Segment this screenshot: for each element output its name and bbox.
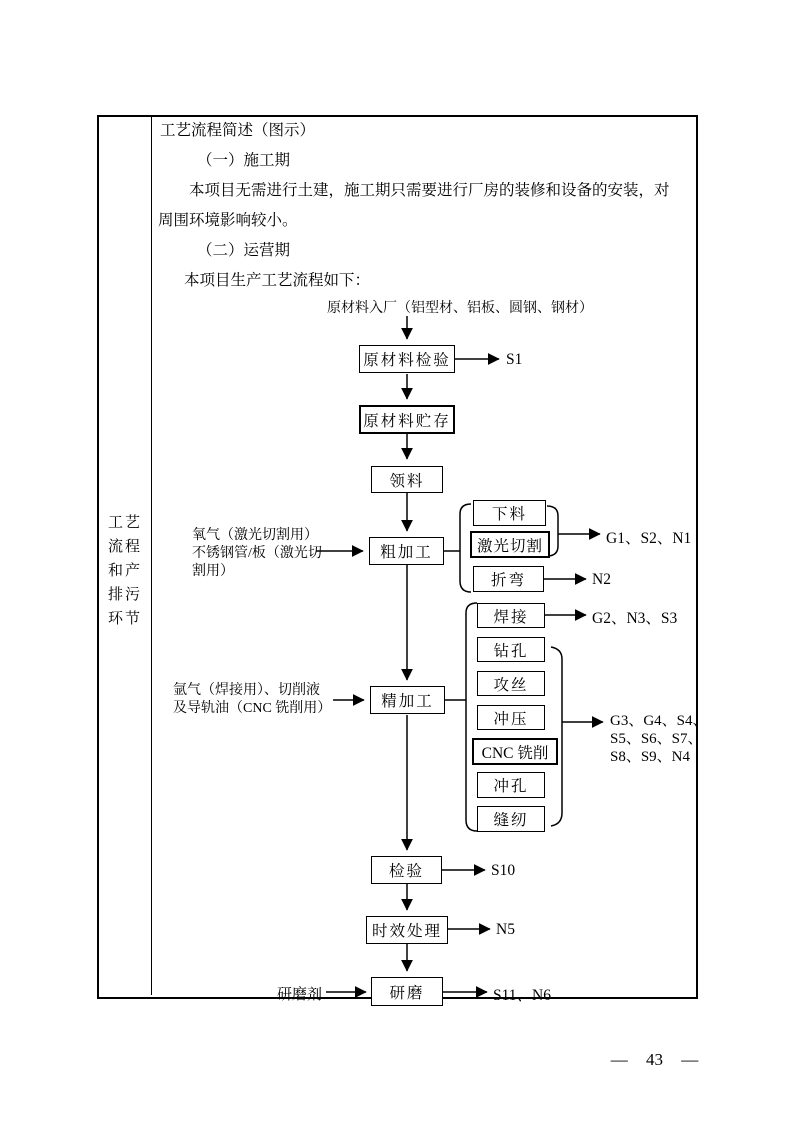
sidebar-label-line: 排污 (107, 587, 142, 603)
output-label-s10: S10 (491, 862, 516, 879)
flow-box-fine-machining: 精加工 (370, 686, 445, 714)
flow-box-material-requisition: 领料 (371, 466, 443, 493)
page-number-dash-left: — (610, 1050, 628, 1069)
output-label-fine-group-line2: S5、S6、S7、 (610, 731, 703, 747)
output-label-fine-group (610, 712, 708, 766)
flow-box-laser-cutting: 激光切割 (470, 531, 550, 558)
flow-box-inspection: 检验 (371, 856, 442, 884)
flow-box-sewing: 缝纫 (477, 806, 545, 832)
sidebar-label-line: 流程 (107, 539, 142, 555)
output-label-fine-group-line3: S8、S9、N4 (610, 749, 691, 765)
flow-box-bending: 折弯 (473, 566, 544, 592)
output-label-n5: N5 (496, 921, 515, 938)
output-label-n2: N2 (592, 571, 611, 588)
output-label-grinding: S11、N6 (493, 987, 551, 1004)
paragraph-line: 周围环境影响较小。 (158, 212, 298, 229)
sidebar-row-label (99, 511, 151, 631)
page-number: 43 (646, 1050, 663, 1069)
paragraph-line: 本项目无需进行土建，施工期只需要进行厂房的装修和设备的安装，对 (189, 182, 670, 199)
flow-box-blanking: 下料 (473, 500, 546, 526)
output-label-s1: S1 (506, 351, 523, 368)
flow-box-stamping: 冲压 (477, 705, 545, 730)
flow-box-punching: 冲孔 (477, 772, 545, 798)
section-heading: 工艺流程简述（图示） (160, 122, 316, 139)
flow-box-welding: 焊接 (477, 603, 545, 628)
sidebar-label-line: 工艺 (107, 515, 142, 531)
flow-box-drilling: 钻孔 (477, 637, 545, 662)
flow-box-cnc-milling: CNC 铣削 (472, 738, 558, 765)
input-label-oxygen (192, 527, 322, 581)
input-label-argon-line1: 氩气（焊接用）、切削液 (173, 683, 320, 698)
input-label-oxygen-line3: 割用） (192, 564, 234, 579)
page-number-row (0, 1050, 793, 1070)
flow-source-label: 原材料入厂（铝型材、铝板、圆钢、钢材） (327, 301, 593, 316)
input-label-argon-line2: 及导轨油（CNC 铣削用） (173, 701, 332, 716)
output-label-rough-group: G1、S2、N1 (606, 530, 692, 547)
output-label-welding: G2、N3、S3 (592, 610, 678, 627)
flow-box-material-inspection: 原材料检验 (359, 345, 455, 373)
subsection-title-operation: （二）运营期 (197, 242, 291, 259)
flow-box-tapping: 攻丝 (477, 671, 545, 696)
flow-box-rough-machining: 粗加工 (369, 537, 444, 565)
flow-box-material-storage: 原材料贮存 (359, 405, 455, 434)
flow-intro-line: 本项目生产工艺流程如下： (184, 272, 371, 289)
page-number-dash-right: — (681, 1050, 699, 1069)
sidebar-label-line: 和产 (107, 563, 142, 579)
input-label-oxygen-line2: 不锈钢管/板（激光切 (192, 546, 322, 561)
output-label-fine-group-line1: G3、G4、S4、 (610, 713, 708, 729)
input-label-argon (173, 682, 331, 718)
sidebar-label-line: 环节 (107, 611, 142, 627)
flow-box-aging-treatment: 时效处理 (366, 916, 448, 944)
subsection-title-construction: （一）施工期 (197, 152, 291, 169)
flow-box-grinding: 研磨 (371, 977, 443, 1006)
table-column-divider (151, 115, 152, 995)
input-label-abrasive: 研磨剂 (277, 987, 323, 1003)
input-label-oxygen-line1: 氧气（激光切割用） (192, 528, 318, 543)
